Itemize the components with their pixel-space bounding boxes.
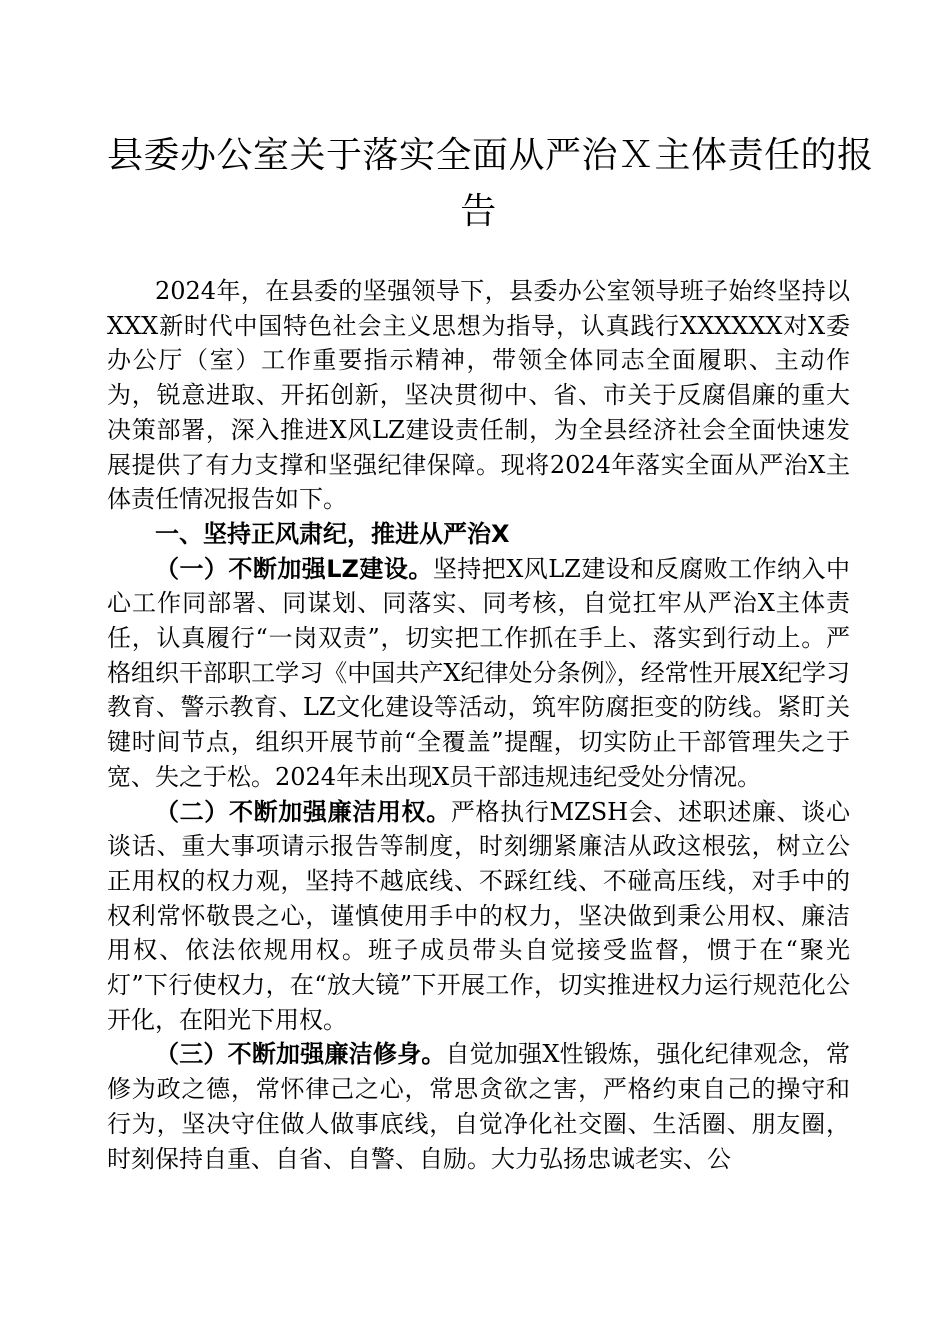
item-3-heading: （三）不断加强廉洁修身。 [155, 1040, 446, 1069]
item-2-text: 严格执行MZSH会、述职述廉、谈心谈话、重大事项请示报告等制度，时刻绷紧廉洁从政这根弦，树立公正用权的权力观，坚持不越底线、不踩红线、不碰高压线，对手中的权利常怀敬畏之心，谨慎使用手中的权力，坚决做到秉公用权、廉洁用权、依法依规用权。班子成员带头自觉接受监督，惯于在“聚光灯”下行使权力，在“放大镜”下开展工作，切实推进权力运行规范化公开化，在阳光下用权。 [107, 797, 850, 1034]
title-line-1: 县委办公室关于落实全面从严治Ｘ主体责任的报 [107, 135, 874, 176]
item-3-paragraph [107, 1037, 850, 1176]
item-1-paragraph [107, 552, 850, 795]
document-body [107, 274, 850, 1176]
item-1-heading: （一）不断加强LZ建设。 [155, 554, 433, 583]
item-3-text: 自觉加强X性锻炼，强化纪律观念，常修为政之德，常怀律己之心，常思贪欲之害，严格约束自己的操守和行为，坚决守住做人做事底线，自觉净化社交圈、生活圈、朋友圈，时刻保持自重、自省、自警、自励。大力弘扬忠诚老实、公 [107, 1040, 850, 1173]
intro-paragraph: 2024年，在县委的坚强领导下，县委办公室领导班子始终坚持以XXX新时代中国特色社会主义思想为指导，认真践行XXXXXX对X委办公厅（室）工作重要指示精神，带领全体同志全面履职、主动作为，锐意进取、开拓创新，坚决贯彻中、省、市关于反腐倡廉的重大决策部署，深入推进X风LZ建设责任制，为全县经济社会全面快速发展提供了有力支撑和坚强纪律保障。现将2024年落实全面从严治X主体责任情况报告如下。 [107, 277, 850, 514]
title-line-2: 告 [460, 191, 497, 232]
item-2-paragraph [107, 795, 850, 1038]
item-2-heading: （二）不断加强廉洁用权。 [155, 797, 451, 826]
document-title [107, 128, 874, 240]
item-1-text: 坚持把X风LZ建设和反腐败工作纳入中心工作同部署、同谋划、同落实、同考核，自觉扛牢从严治X主体责任，认真履行“一岗双责”，切实把工作抓在手上、落实到行动上。严格组织干部职工学习《中国共产X纪律处分条例》，经常性开展X纪学习教育、警示教育、LZ文化建设等活动，筑牢防腐拒变的防线。紧盯关键时间节点，组织开展节前“全覆盖”提醒，切实防止干部管理失之于宽、失之于松。2024年未出现X员干部违规违纪受处分情况。 [107, 554, 850, 791]
section-1-heading: 一、坚持正风肃纪，推进从严治X [155, 519, 510, 548]
